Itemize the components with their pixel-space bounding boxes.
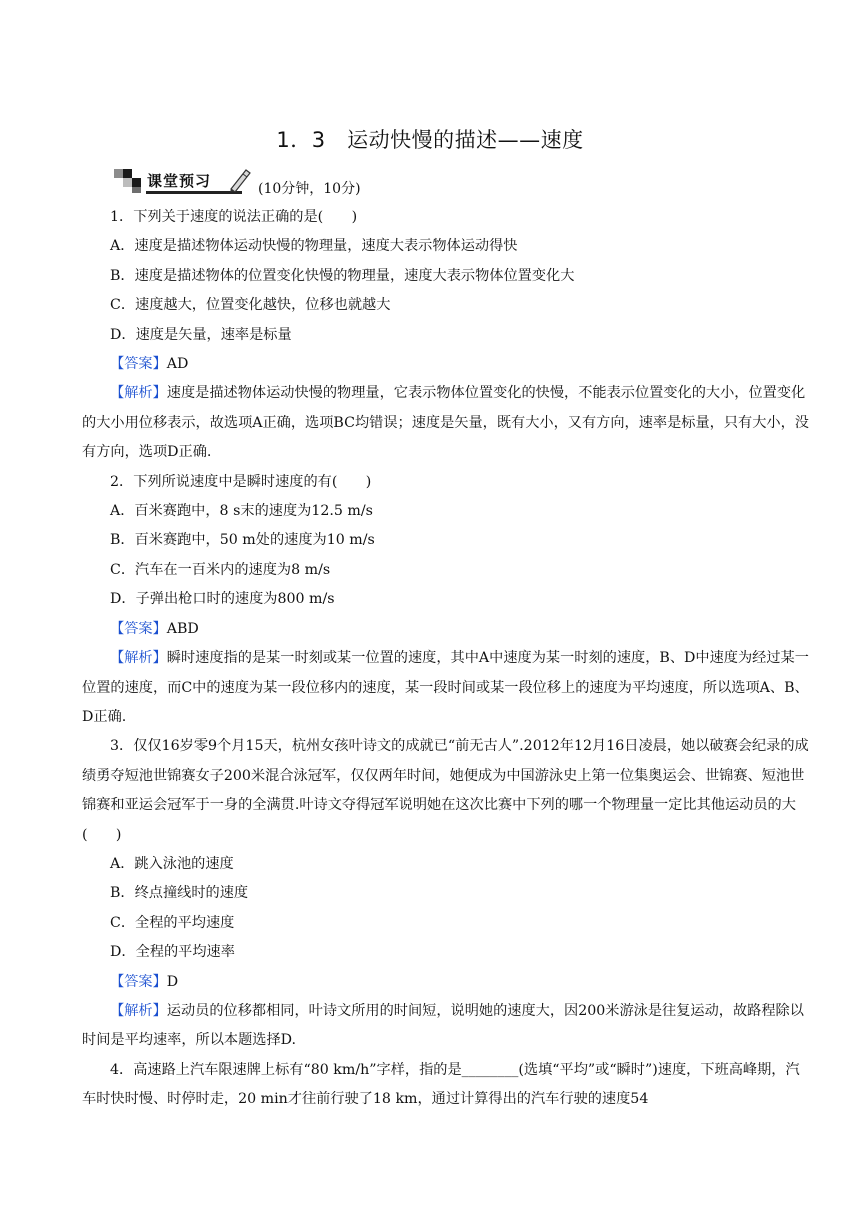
q3-option-c: C．全程的平均速度 <box>110 914 235 931</box>
q2-option-b: B．百米赛跑中，50 m处的速度为10 m/s <box>110 532 375 549</box>
q3-option-d: D．全程的平均速率 <box>110 944 235 961</box>
q1-answer-line <box>82 350 812 379</box>
q3-stem: 3．仅仅16岁零9个月15天，杭州女孩叶诗文的成就已“前无古人”.2012年12月16日凌晨，她以破赛会纪录的成绩勇夺短池世锦赛女子200米混合泳冠军，仅仅两年时间，她便成为中国游泳史上第一位集奥运会、世锦赛、短池世锦赛和亚运会冠军于一身的全满贯.叶诗文夺得冠军说明她在这次比赛中下列的哪一个物理量一定比其他运动员的大( ) <box>82 738 809 843</box>
section-label: 课堂预习 <box>147 172 212 190</box>
q1-option-a: A．速度是描述物体运动快慢的物理量，速度大表示物体运动得快 <box>110 238 518 255</box>
q1-analysis: 速度是描述物体运动快慢的物理量，它表示物体位置变化的快慢，不能表示位置变化的大小，位置变化的大小用位移表示，故选项A正确，选项BC均错误；速度是矢量，既有大小，又有方向，速率是标量，只有大小，没有方向，选项D正确. <box>82 385 809 461</box>
q2-option-a: A．百米赛跑中，8 s末的速度为12.5 m/s <box>110 503 373 520</box>
pencil-icon <box>226 166 252 192</box>
q1-option-d: D．速度是矢量，速率是标量 <box>110 326 292 343</box>
analysis-tag: 【解析】 <box>110 385 167 402</box>
q2-analysis-line <box>82 644 812 732</box>
q2-answer-line <box>82 615 812 644</box>
section-squares-icon <box>112 168 146 194</box>
q1-analysis-line <box>82 379 812 467</box>
q3-option-b: B．终点撞线时的速度 <box>110 885 249 902</box>
answer-tag: 【答案】 <box>110 356 167 373</box>
q2-analysis: 瞬时速度指的是某一时刻或某一位置的速度，其中A中速度为某一时刻的速度，B、D中速度为经过某一位置的速度，而C中的速度为某一段位移内的速度，某一段时间或某一段位移上的速度为平均速度，所以选项A、B、D正确. <box>82 650 809 725</box>
q2-option-c: C．汽车在一百米内的速度为8 m/s <box>110 561 331 578</box>
answer-tag: 【答案】 <box>110 620 167 637</box>
analysis-tag: 【解析】 <box>110 1002 167 1019</box>
q1-answer: AD <box>166 356 189 373</box>
q2-answer: ABD <box>166 620 199 637</box>
q3-analysis: 运动员的位移都相同，叶诗文所用的时间短，说明她的速度大，因200米游泳是往复运动，故路程除以时间是平均速率，所以本题选择D. <box>82 1002 804 1049</box>
questions-body <box>82 203 812 1115</box>
section-header <box>112 166 612 196</box>
q2-stem: 2．下列所说速度中是瞬时速度的有( ) <box>110 473 372 490</box>
analysis-tag: 【解析】 <box>110 650 167 667</box>
q3-answer-line <box>82 968 812 997</box>
page-title: 1．3 运动快慢的描述——速度 <box>276 128 584 152</box>
q1-option-b: B．速度是描述物体的位置变化快慢的物理量，速度大表示物体位置变化大 <box>110 267 575 284</box>
q3-option-a: A．跳入泳池的速度 <box>110 855 234 872</box>
q3-answer: D <box>166 973 179 990</box>
q3-analysis-line <box>82 997 812 1056</box>
answer-tag: 【答案】 <box>110 973 167 990</box>
section-meta: (10分钟，10分) <box>258 181 361 197</box>
q4-stem: 4．高速路上汽车限速牌上标有“80 km/h”字样，指的是________(选填“平均”或“瞬时”)速度，下班高峰期，汽车时快时慢、时停时走，20 min才往前行驶了18 km，通过计算得出的汽车行驶的速度54 <box>82 1061 800 1108</box>
q2-option-d: D．子弹出枪口时的速度为800 m/s <box>110 591 335 608</box>
q1-option-c: C．速度越大，位置变化越快，位移也就越大 <box>110 297 391 314</box>
q1-stem: 1．下列关于速度的说法正确的是( ) <box>110 209 358 225</box>
